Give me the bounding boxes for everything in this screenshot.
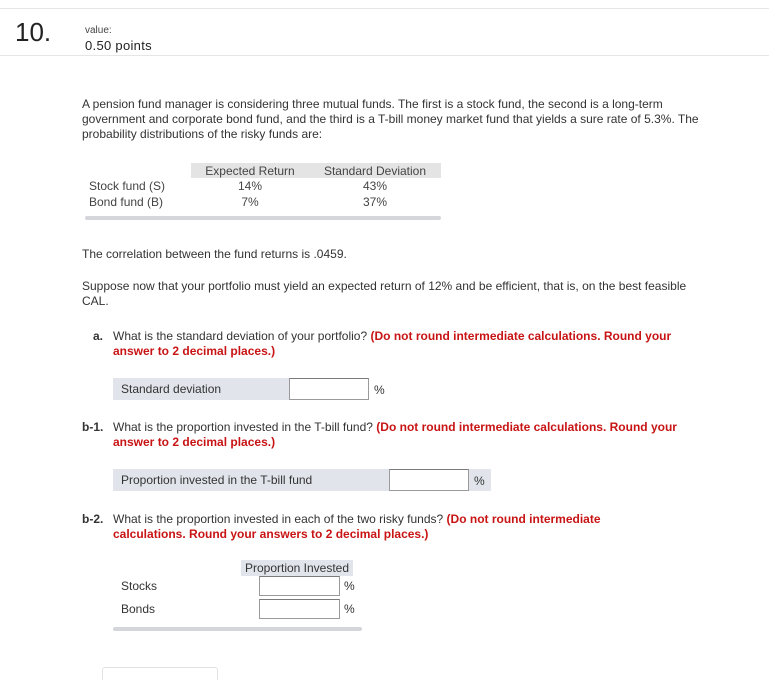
part-a-instruction: (Do not round intermediate calculations. Round your answer to 2 decimal places.) xyxy=(113,329,672,358)
part-a-question-text: What is the standard deviation of your portfolio? xyxy=(113,329,368,343)
part-b1-question xyxy=(113,420,708,450)
question-number: 10. xyxy=(15,17,52,47)
question-intro: A pension fund manager is considering three mutual funds. The first is a stock fund, the second is a long-term government and corporate bond fund, and the third is a T-bill money market fund that yields a sure rate of 5.3%. The probability distributions of the risky funds are: xyxy=(82,97,699,141)
part-b2-instruction: (Do not round intermediate calculations. Round your answers to 2 decimal places.) xyxy=(113,512,601,541)
proportion-table-bottom-bar xyxy=(113,627,362,631)
part-b1-label: b-1. xyxy=(82,420,104,434)
tbill-row xyxy=(113,469,389,491)
part-b1-instruction: (Do not round intermediate calculations. Round your answer to 2 decimal places.) xyxy=(113,420,677,449)
proportion-invested-header: Proportion Invested xyxy=(241,560,353,576)
fund-name: Bond fund (B) xyxy=(89,195,164,209)
stocks-unit: % xyxy=(344,579,355,593)
table-row xyxy=(85,178,441,194)
part-a-question xyxy=(113,329,703,359)
bottom-partial-element xyxy=(102,667,218,680)
table-row xyxy=(85,194,441,210)
tbill-input[interactable] xyxy=(389,469,469,491)
stocks-label: Stocks xyxy=(121,579,158,593)
expected-return: 7% xyxy=(241,195,259,209)
table-header-std-dev: Standard Deviation xyxy=(309,163,441,178)
part-b2-label: b-2. xyxy=(82,512,104,526)
suppose-text: Suppose now that your portfolio must yield an expected return of 12% and be efficient, that is, on the best feasible CAL. xyxy=(82,279,687,308)
table-header-expected-return: Expected Return xyxy=(191,163,309,178)
part-a-label: a. xyxy=(93,329,104,343)
header-divider xyxy=(0,55,769,56)
part-b1-question-text: What is the proportion invested in the T-bill fund? xyxy=(113,420,373,434)
bonds-label: Bonds xyxy=(121,602,156,616)
tbill-label: Proportion invested in the T-bill fund xyxy=(121,473,313,487)
std-dev: 43% xyxy=(362,179,388,193)
std-dev-input[interactable] xyxy=(289,378,369,400)
table-bottom-bar xyxy=(85,216,441,220)
tbill-unit: % xyxy=(474,474,485,488)
std-dev-label: Standard deviation xyxy=(121,382,222,396)
question-points: 0.50 points xyxy=(85,38,152,53)
bonds-input[interactable] xyxy=(259,599,340,619)
table-header-blank xyxy=(85,163,191,178)
value-label: value: xyxy=(85,25,112,36)
fund-name: Stock fund (S) xyxy=(89,179,166,193)
std-dev-row xyxy=(113,378,289,400)
expected-return: 14% xyxy=(237,179,263,193)
top-divider xyxy=(0,8,769,9)
distribution-table xyxy=(85,163,441,210)
std-dev-unit: % xyxy=(374,383,385,397)
stocks-input[interactable] xyxy=(259,576,340,596)
part-b2-question xyxy=(113,512,673,542)
part-b2-question-text: What is the proportion invested in each of the two risky funds? xyxy=(113,512,444,526)
std-dev: 37% xyxy=(362,195,388,209)
table-header-row xyxy=(85,163,441,178)
bonds-unit: % xyxy=(344,602,355,616)
correlation-text: The correlation between the fund returns is .0459. xyxy=(82,247,347,261)
